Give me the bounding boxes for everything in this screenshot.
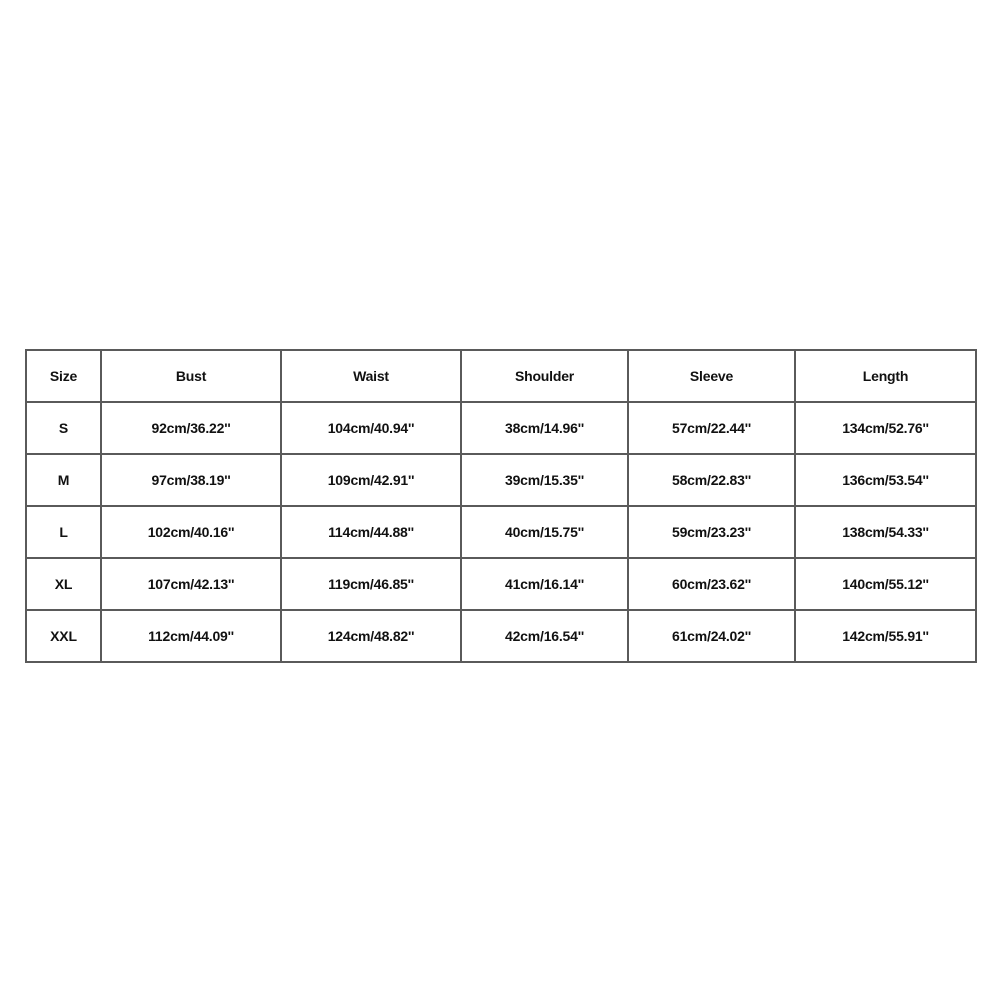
length-cell: 140cm/55.12'' — [795, 558, 976, 610]
size-label: L — [26, 506, 101, 558]
header-row — [26, 350, 976, 402]
size-label: XXL — [26, 610, 101, 662]
header-size: Size — [26, 350, 101, 402]
length-cell: 138cm/54.33'' — [795, 506, 976, 558]
table-row — [26, 454, 976, 506]
table-row — [26, 402, 976, 454]
size-chart-table — [25, 349, 977, 663]
shoulder-cell: 42cm/16.54'' — [461, 610, 628, 662]
size-label: M — [26, 454, 101, 506]
header-length: Length — [795, 350, 976, 402]
waist-cell: 104cm/40.94'' — [281, 402, 461, 454]
shoulder-cell: 41cm/16.14'' — [461, 558, 628, 610]
shoulder-cell: 38cm/14.96'' — [461, 402, 628, 454]
waist-cell: 124cm/48.82'' — [281, 610, 461, 662]
bust-cell: 107cm/42.13'' — [101, 558, 281, 610]
sleeve-cell: 61cm/24.02'' — [628, 610, 795, 662]
size-chart-body — [26, 402, 976, 662]
size-label: XL — [26, 558, 101, 610]
length-cell: 142cm/55.91'' — [795, 610, 976, 662]
waist-cell: 119cm/46.85'' — [281, 558, 461, 610]
sleeve-cell: 57cm/22.44'' — [628, 402, 795, 454]
bust-cell: 92cm/36.22'' — [101, 402, 281, 454]
waist-cell: 114cm/44.88'' — [281, 506, 461, 558]
header-waist: Waist — [281, 350, 461, 402]
header-sleeve: Sleeve — [628, 350, 795, 402]
bust-cell: 112cm/44.09'' — [101, 610, 281, 662]
bust-cell: 97cm/38.19'' — [101, 454, 281, 506]
header-shoulder: Shoulder — [461, 350, 628, 402]
size-label: S — [26, 402, 101, 454]
waist-cell: 109cm/42.91'' — [281, 454, 461, 506]
sleeve-cell: 60cm/23.62'' — [628, 558, 795, 610]
length-cell: 134cm/52.76'' — [795, 402, 976, 454]
table-row — [26, 506, 976, 558]
shoulder-cell: 39cm/15.35'' — [461, 454, 628, 506]
sleeve-cell: 58cm/22.83'' — [628, 454, 795, 506]
length-cell: 136cm/53.54'' — [795, 454, 976, 506]
table-row — [26, 610, 976, 662]
sleeve-cell: 59cm/23.23'' — [628, 506, 795, 558]
header-bust: Bust — [101, 350, 281, 402]
table-row — [26, 558, 976, 610]
shoulder-cell: 40cm/15.75'' — [461, 506, 628, 558]
bust-cell: 102cm/40.16'' — [101, 506, 281, 558]
size-chart-header — [26, 350, 976, 402]
